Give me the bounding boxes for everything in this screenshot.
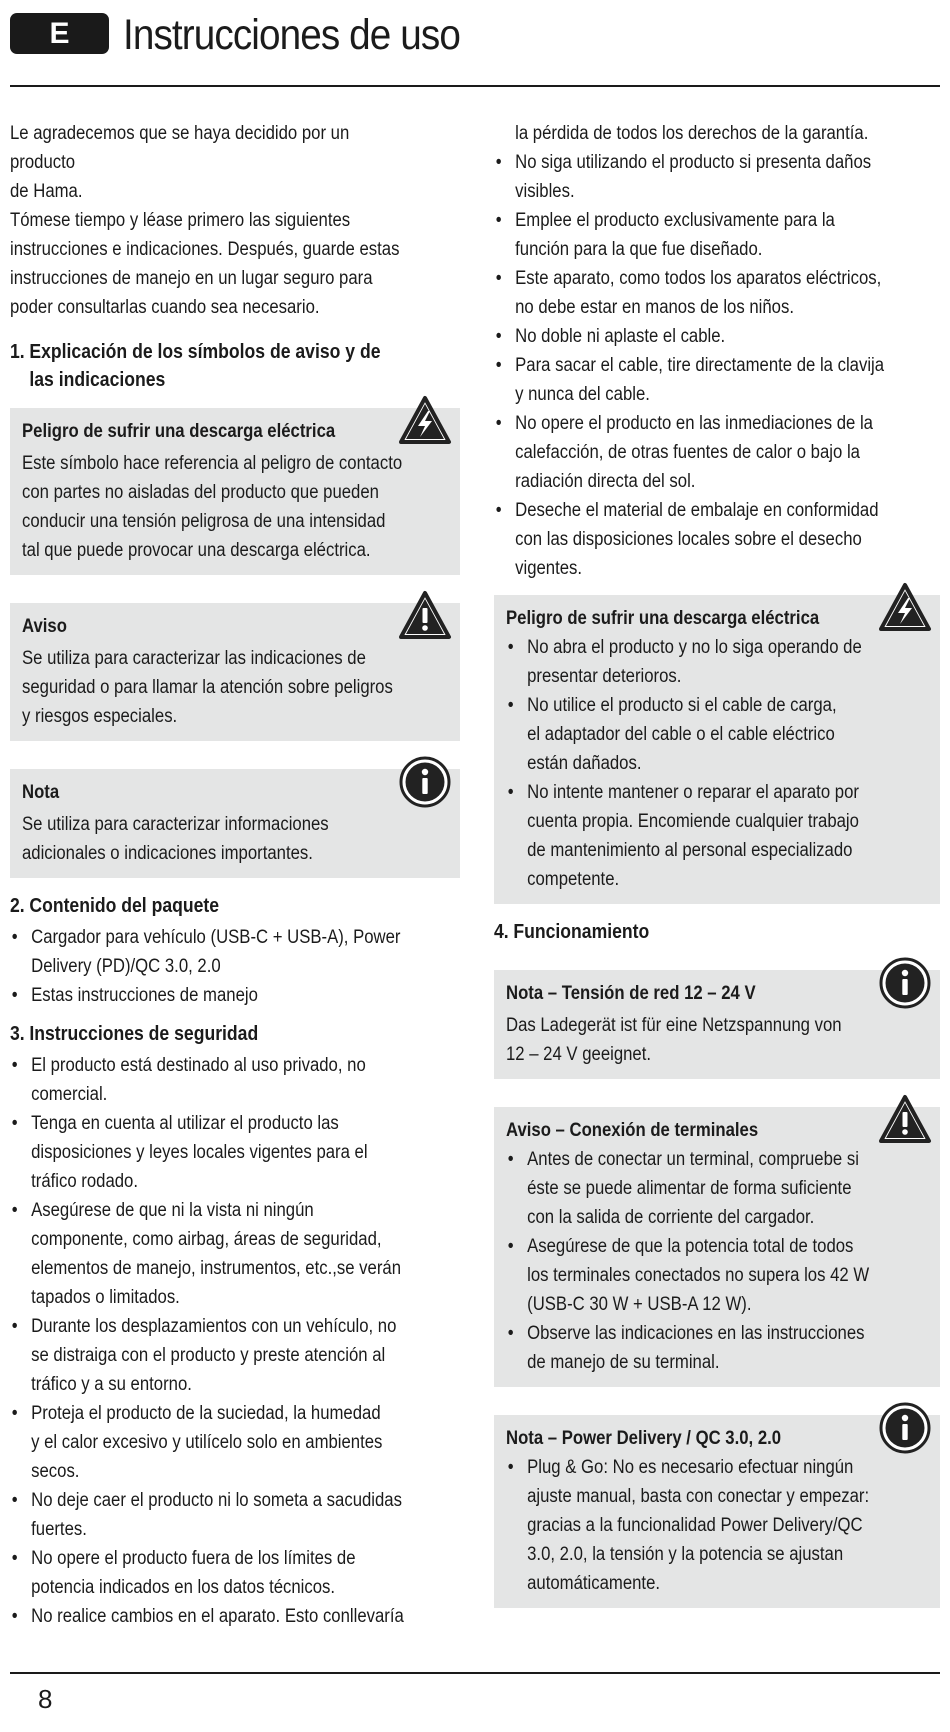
list-item: • No opere el producto en las inmediaciones de la calefacción, de otras fuentes de calor o bajo la radiación directa del sol. bbox=[494, 409, 940, 496]
header-rule bbox=[10, 85, 940, 87]
list-item: • Asegúrese de que la potencia total de todos los terminales conectados no supera los 42 W (USB-C 30 W + USB-A 12 W). bbox=[506, 1232, 928, 1319]
intro-line: Le agradecemos que se haya decidido por un bbox=[10, 123, 350, 144]
box-text: Das Ladegerät ist für eine Netzspannung von 12 – 24 V geeignet. bbox=[506, 1015, 842, 1065]
shock-definition-box bbox=[10, 408, 460, 575]
list-item: • Proteja el producto de la suciedad, la humedad y el calor excesivo y utilícelo solo en ambientes secos. bbox=[10, 1399, 460, 1486]
section-3-title: 3. Instrucciones de seguridad bbox=[10, 1023, 259, 1045]
list-item: • No intente mantener o reparar el aparato por cuenta propia. Encomiende cualquier trabajo de mantenimiento al personal especializado competente. bbox=[506, 778, 928, 894]
section-4-title: 4. Funcionamiento bbox=[494, 921, 650, 943]
list-item: • No opere el producto fuera de los límites de potencia indicados en los datos técnicos. bbox=[10, 1544, 460, 1602]
box-title: Aviso – Conexión de terminales bbox=[506, 1120, 759, 1141]
box-text: Este símbolo hace referencia al peligro de contacto con partes no aisladas del producto que pueden conducir una tensión peligrosa de una intensidad tal que puede provocar una descarga eléctrica. bbox=[22, 453, 403, 561]
list-item: • No doble ni aplaste el cable. bbox=[494, 322, 940, 351]
box-title: Peligro de sufrir una descarga eléctrica bbox=[506, 608, 820, 629]
intro-line: poder consultarlas cuando sea necesario. bbox=[10, 297, 320, 318]
section-1-title: 1. Explicación de los símbolos de aviso y de las indicaciones bbox=[10, 341, 381, 391]
box-title: Nota bbox=[22, 782, 60, 803]
left-column bbox=[10, 119, 460, 1631]
box-text: Se utiliza para caracterizar las indicaciones de seguridad o para llamar la atención sobre peligros y riesgos especiales. bbox=[22, 648, 393, 727]
list-item: • No siga utilizando el producto si presenta daños visibles. bbox=[494, 148, 940, 206]
list-item: • Tenga en cuenta al utilizar el producto las disposiciones y leyes locales vigentes para el tráfico rodado. bbox=[10, 1109, 460, 1196]
power-delivery-note-box bbox=[494, 1415, 940, 1608]
intro-line: de Hama. bbox=[10, 181, 83, 202]
intro-line: instrucciones de manejo en un lugar seguro para bbox=[10, 268, 373, 289]
list-item: • No deje caer el producto ni lo someta a sacudidas fuertes. bbox=[10, 1486, 460, 1544]
document-title: Instrucciones de uso bbox=[123, 11, 460, 59]
list-item: • Asegúrese de que ni la vista ni ningún componente, como airbag, áreas de seguridad, elementos de manejo, instrumentos, etc.,se verán tapados o limitados. bbox=[10, 1196, 460, 1312]
note-definition-box bbox=[10, 769, 460, 878]
warning-definition-box bbox=[10, 603, 460, 741]
right-column bbox=[494, 119, 940, 1608]
power-delivery-list bbox=[506, 1453, 928, 1598]
box-title: Peligro de sufrir una descarga eléctrica bbox=[22, 421, 336, 442]
list-item: • Emplee el producto exclusivamente para la función para la que fue diseñado. bbox=[494, 206, 940, 264]
list-item: • Deseche el material de embalaje en conformidad con las disposiciones locales sobre el desecho vigentes. bbox=[494, 496, 940, 583]
list-item: • Estas instrucciones de manejo bbox=[10, 981, 460, 1010]
intro-paragraph bbox=[10, 119, 460, 322]
list-item: • Plug & Go: No es necesario efectuar ningún ajuste manual, basta con conectar y empezar: gracias a la funcionalidad Power Delivery/QC 3.0, 2.0, la tensión y la potencia se ajustan automáticamente. bbox=[506, 1453, 928, 1598]
language-badge: E bbox=[10, 13, 109, 54]
shock-warning-box bbox=[494, 595, 940, 904]
shock-warning-list bbox=[506, 633, 928, 894]
section-2-title: 2. Contenido del paquete bbox=[10, 895, 220, 917]
list-continuation: la pérdida de todos los derechos de la garantía. bbox=[515, 123, 869, 144]
package-contents-list bbox=[10, 923, 460, 1010]
list-item: • Este aparato, como todos los aparatos eléctricos, no debe estar en manos de los niños. bbox=[494, 264, 940, 322]
list-item: • Cargador para vehículo (USB-C + USB-A), Power Delivery (PD)/QC 3.0, 2.0 bbox=[10, 923, 460, 981]
intro-line: Tómese tiempo y léase primero las siguientes bbox=[10, 210, 351, 231]
box-title: Nota – Tensión de red 12 – 24 V bbox=[506, 983, 756, 1004]
terminals-warning-box bbox=[494, 1107, 940, 1387]
footer-rule bbox=[10, 1672, 940, 1674]
intro-line: producto bbox=[10, 152, 76, 173]
voltage-note-box bbox=[494, 970, 940, 1079]
list-item: • No realice cambios en el aparato. Esto conllevaría bbox=[10, 1602, 460, 1631]
page-number: 8 bbox=[38, 1684, 53, 1714]
list-item: • El producto está destinado al uso privado, no comercial. bbox=[10, 1051, 460, 1109]
safety-instructions-list bbox=[10, 1051, 460, 1631]
list-item: • Antes de conectar un terminal, compruebe si éste se puede alimentar de forma suficiente con la salida de corriente del cargador. bbox=[506, 1145, 928, 1232]
list-item: • Para sacar el cable, tire directamente de la clavija y nunca del cable. bbox=[494, 351, 940, 409]
safety-instructions-list-continued bbox=[494, 148, 940, 583]
intro-line: instrucciones e indicaciones. Después, guarde estas bbox=[10, 239, 400, 260]
box-title: Aviso bbox=[22, 616, 67, 637]
list-item: • No utilice el producto si el cable de carga, el adaptador del cable o el cable eléctrico están dañados. bbox=[506, 691, 928, 778]
page-header bbox=[10, 10, 940, 86]
list-item: • No abra el producto y no lo siga operando de presentar deterioros. bbox=[506, 633, 928, 691]
list-item: • Durante los desplazamientos con un vehículo, no se distraiga con el producto y preste atención al tráfico y a su entorno. bbox=[10, 1312, 460, 1399]
box-title: Nota – Power Delivery / QC 3.0, 2.0 bbox=[506, 1428, 782, 1449]
list-item: • Observe las indicaciones en las instrucciones de manejo de su terminal. bbox=[506, 1319, 928, 1377]
terminals-warning-list bbox=[506, 1145, 928, 1377]
box-text: Se utiliza para caracterizar informaciones adicionales o indicaciones importantes. bbox=[22, 814, 329, 864]
